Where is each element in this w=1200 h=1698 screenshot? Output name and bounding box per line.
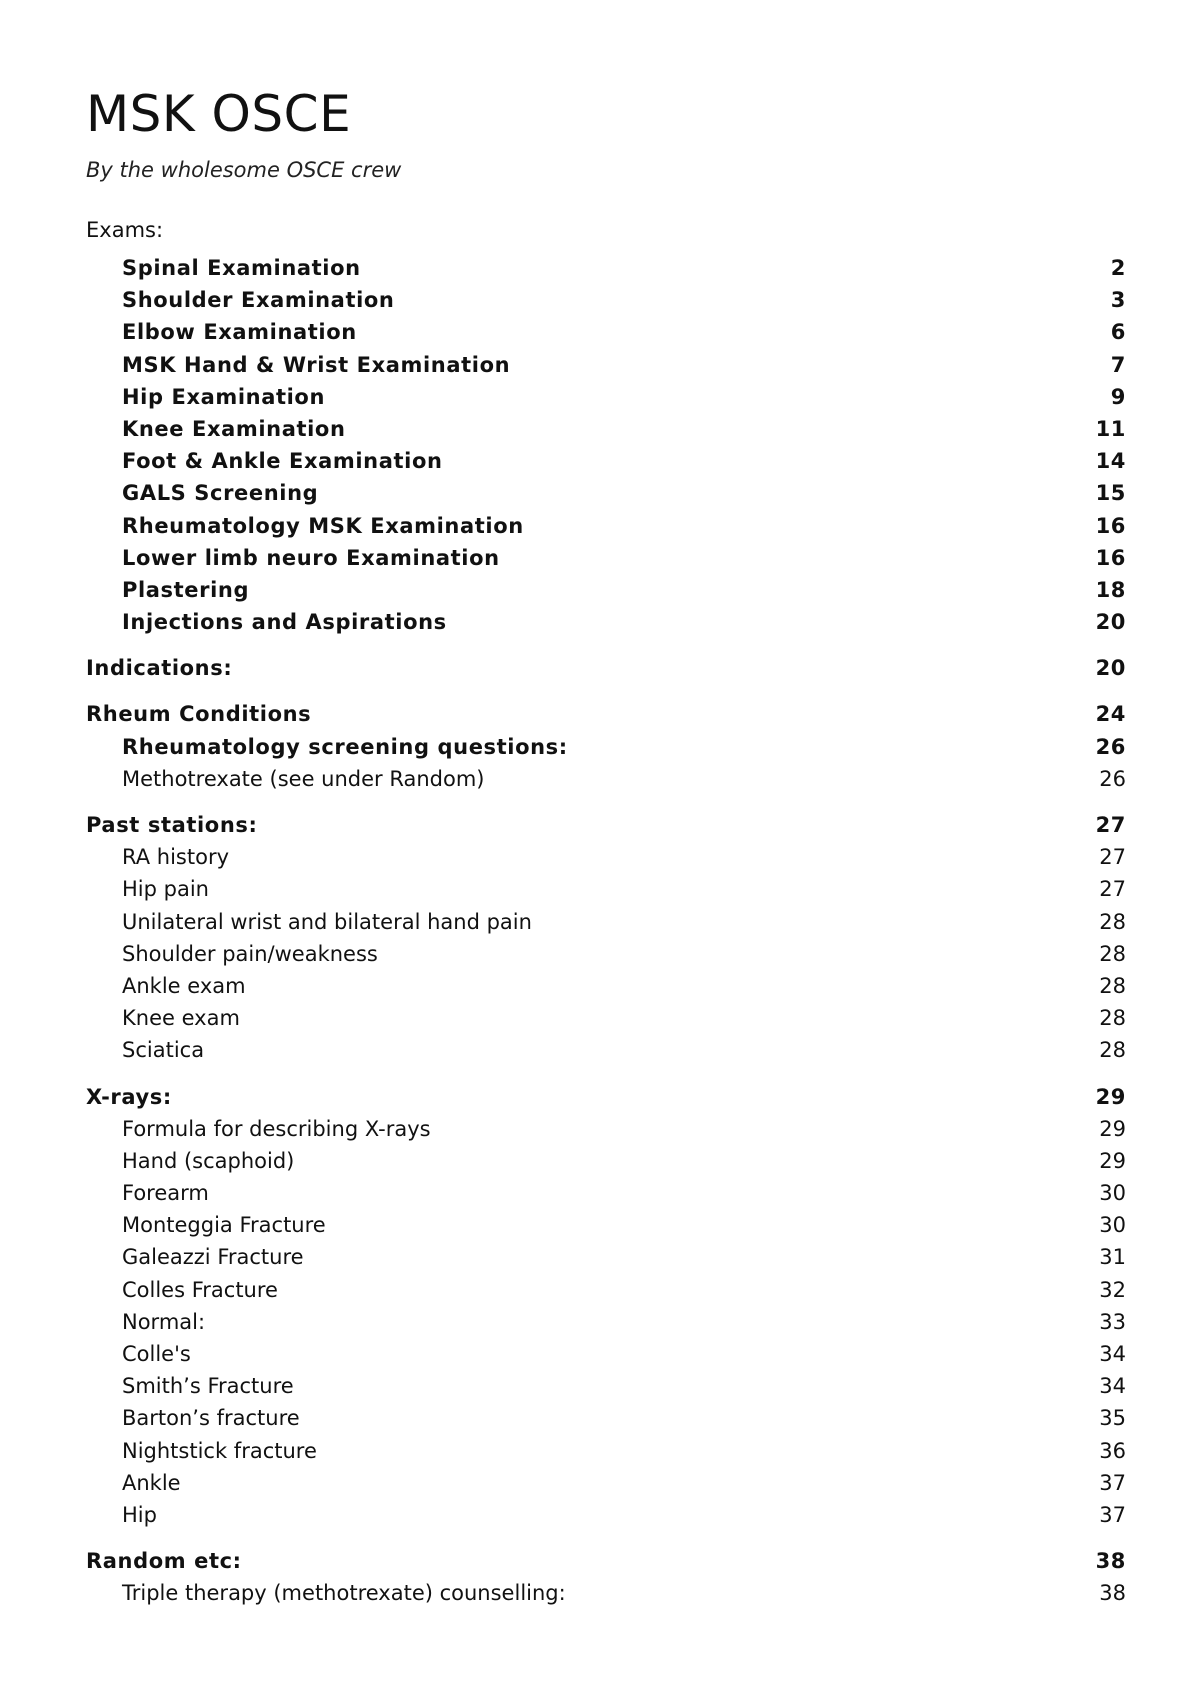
toc-entry[interactable] — [86, 1209, 1126, 1241]
toc-entry-page-number: 11 — [1095, 416, 1126, 441]
toc-entry-label: Triple therapy (methotrexate) counselling: — [122, 1581, 566, 1606]
toc-entry-page-number: 27 — [1099, 877, 1126, 902]
toc-entry[interactable] — [86, 349, 1126, 381]
toc-entry-page-number: 38 — [1099, 1581, 1126, 1606]
toc-entry-page-number: 15 — [1095, 481, 1126, 506]
toc-entry[interactable] — [86, 606, 1126, 638]
toc-entry-label: Hip — [122, 1502, 157, 1527]
toc-entry-label: Hip Examination — [122, 384, 325, 409]
toc-entry-label: Plastering — [122, 577, 250, 602]
toc-entry[interactable] — [86, 1306, 1126, 1338]
toc-entry-label: Barton’s fracture — [122, 1406, 300, 1431]
document-subtitle: By the wholesome OSCE crew — [86, 158, 402, 182]
document-title: MSK OSCE — [86, 85, 352, 143]
toc-entry[interactable] — [86, 809, 1126, 841]
toc-entry-page-number: 32 — [1099, 1277, 1126, 1302]
toc-entry[interactable] — [86, 1274, 1126, 1306]
toc-entry[interactable] — [86, 1241, 1126, 1273]
table-of-contents — [86, 252, 1126, 1610]
toc-entry[interactable] — [86, 252, 1126, 284]
toc-entry-page-number: 38 — [1095, 1549, 1126, 1574]
toc-entry-page-number: 16 — [1095, 513, 1126, 538]
toc-entry[interactable] — [86, 284, 1126, 316]
toc-entry-label: Ankle — [122, 1470, 181, 1495]
toc-entry-page-number: 29 — [1099, 1116, 1126, 1141]
toc-entry-label: MSK Hand & Wrist Examination — [122, 352, 511, 377]
toc-entry[interactable] — [86, 1002, 1126, 1034]
toc-entry[interactable] — [86, 698, 1126, 730]
toc-entry-page-number: 18 — [1095, 577, 1126, 602]
toc-entry-label: Lower limb neuro Examination — [122, 545, 500, 570]
toc-entry-page-number: 28 — [1099, 941, 1126, 966]
toc-entry-page-number: 24 — [1095, 702, 1126, 727]
toc-entry-label: Shoulder Examination — [122, 288, 395, 313]
toc-entry-page-number: 34 — [1099, 1374, 1126, 1399]
toc-entry[interactable] — [86, 1402, 1126, 1434]
toc-entry-label: Methotrexate (see under Random) — [122, 766, 485, 791]
toc-entry-label: Unilateral wrist and bilateral hand pain — [122, 909, 532, 934]
toc-entry-label: Rheumatology screening questions: — [122, 734, 568, 759]
toc-entry-label: Spinal Examination — [122, 256, 361, 280]
toc-entry-label: Injections and Aspirations — [122, 610, 447, 635]
toc-entry[interactable] — [86, 381, 1126, 413]
toc-entry[interactable] — [86, 873, 1126, 905]
toc-entry-page-number: 28 — [1099, 909, 1126, 934]
toc-entry[interactable] — [86, 938, 1126, 970]
toc-entry-page-number: 29 — [1099, 1148, 1126, 1173]
toc-entry-page-number: 2 — [1110, 256, 1126, 280]
toc-entry[interactable] — [86, 445, 1126, 477]
toc-entry[interactable] — [86, 477, 1126, 509]
toc-entry-label: Random etc: — [86, 1549, 242, 1574]
toc-entry-label: Elbow Examination — [122, 320, 357, 345]
toc-entry-label: Indications: — [86, 656, 233, 681]
toc-entry-label: Rheumatology MSK Examination — [122, 513, 524, 538]
toc-entry-label: Shoulder pain/weakness — [122, 941, 378, 966]
toc-entry-label: Normal: — [122, 1309, 206, 1334]
toc-entry[interactable] — [86, 1545, 1126, 1577]
toc-entry-label: Nightstick fracture — [122, 1438, 317, 1463]
toc-entry-label: Sciatica — [122, 1038, 205, 1063]
toc-entry[interactable] — [86, 1435, 1126, 1467]
toc-entry-page-number: 34 — [1099, 1342, 1126, 1366]
toc-entry-page-number: 20 — [1095, 610, 1126, 635]
toc-entry[interactable] — [86, 542, 1126, 574]
toc-entry-label: Hand (scaphoid) — [122, 1148, 295, 1173]
toc-entry-label: RA history — [122, 845, 230, 870]
toc-entry[interactable] — [86, 574, 1126, 606]
toc-entry[interactable] — [86, 316, 1126, 348]
toc-entry-label: Rheum Conditions — [86, 702, 312, 727]
toc-entry-label: Foot & Ankle Examination — [122, 449, 443, 474]
toc-entry-page-number: 37 — [1099, 1470, 1126, 1495]
toc-entry[interactable] — [86, 1034, 1126, 1066]
toc-entry-page-number: 30 — [1099, 1181, 1126, 1206]
toc-entry-label: Knee exam — [122, 1006, 240, 1031]
toc-entry[interactable] — [86, 1113, 1126, 1145]
toc-entry[interactable] — [86, 1467, 1126, 1499]
toc-entry-page-number: 27 — [1099, 845, 1126, 870]
toc-entry[interactable] — [86, 1177, 1126, 1209]
toc-entry-label: Formula for describing X-rays — [122, 1116, 431, 1141]
toc-entry-page-number: 36 — [1099, 1438, 1126, 1463]
toc-entry-label: Ankle exam — [122, 973, 246, 998]
toc-entry-label: Monteggia Fracture — [122, 1213, 326, 1238]
toc-entry-page-number: 35 — [1099, 1406, 1126, 1431]
toc-entry-page-number: 26 — [1095, 734, 1126, 759]
toc-entry-label: GALS Screening — [122, 481, 319, 506]
toc-entry-page-number: 28 — [1099, 973, 1126, 998]
toc-entry-page-number: 31 — [1099, 1245, 1126, 1270]
toc-entry[interactable] — [86, 763, 1126, 795]
toc-entry-page-number: 14 — [1095, 449, 1126, 474]
toc-entry[interactable] — [86, 1081, 1126, 1113]
toc-entry-label: Galeazzi Fracture — [122, 1245, 304, 1270]
toc-entry[interactable] — [86, 1338, 1126, 1370]
toc-entry-page-number: 16 — [1095, 545, 1126, 570]
toc-entry-page-number: 27 — [1095, 813, 1126, 837]
toc-entry-label: X-rays: — [86, 1084, 172, 1109]
toc-entry[interactable] — [86, 652, 1126, 684]
toc-entry[interactable] — [86, 841, 1126, 873]
toc-entry[interactable] — [86, 413, 1126, 445]
toc-entry-page-number: 30 — [1099, 1213, 1126, 1238]
toc-entry-label: Past stations: — [86, 813, 258, 837]
toc-entry-page-number: 6 — [1110, 320, 1126, 345]
toc-entry[interactable] — [86, 1370, 1126, 1402]
toc-entry-label: Hip pain — [122, 877, 209, 902]
toc-entry-page-number: 26 — [1099, 766, 1126, 791]
toc-entry[interactable] — [86, 1577, 1126, 1609]
toc-entry-page-number: 37 — [1099, 1502, 1126, 1527]
toc-entry[interactable] — [86, 1499, 1126, 1531]
toc-entry-page-number: 3 — [1110, 288, 1126, 313]
toc-entry-label: Forearm — [122, 1181, 209, 1206]
toc-entry[interactable] — [86, 510, 1126, 542]
toc-entry[interactable] — [86, 970, 1126, 1002]
toc-entry-page-number: 20 — [1095, 656, 1126, 681]
toc-entry-page-number: 28 — [1099, 1006, 1126, 1031]
toc-entry-page-number: 7 — [1110, 352, 1126, 377]
toc-entry[interactable] — [86, 906, 1126, 938]
toc-entry-label: Colle's — [122, 1342, 191, 1366]
exams-section-label: Exams: — [86, 218, 164, 242]
toc-entry-label: Smith’s Fracture — [122, 1374, 294, 1399]
toc-entry-label: Knee Examination — [122, 416, 346, 441]
toc-entry-label: Colles Fracture — [122, 1277, 278, 1302]
toc-entry-page-number: 33 — [1099, 1309, 1126, 1334]
toc-entry-page-number: 9 — [1110, 384, 1126, 409]
toc-entry-page-number: 29 — [1095, 1084, 1126, 1109]
toc-entry[interactable] — [86, 1145, 1126, 1177]
toc-entry-page-number: 28 — [1099, 1038, 1126, 1063]
toc-entry[interactable] — [86, 731, 1126, 763]
